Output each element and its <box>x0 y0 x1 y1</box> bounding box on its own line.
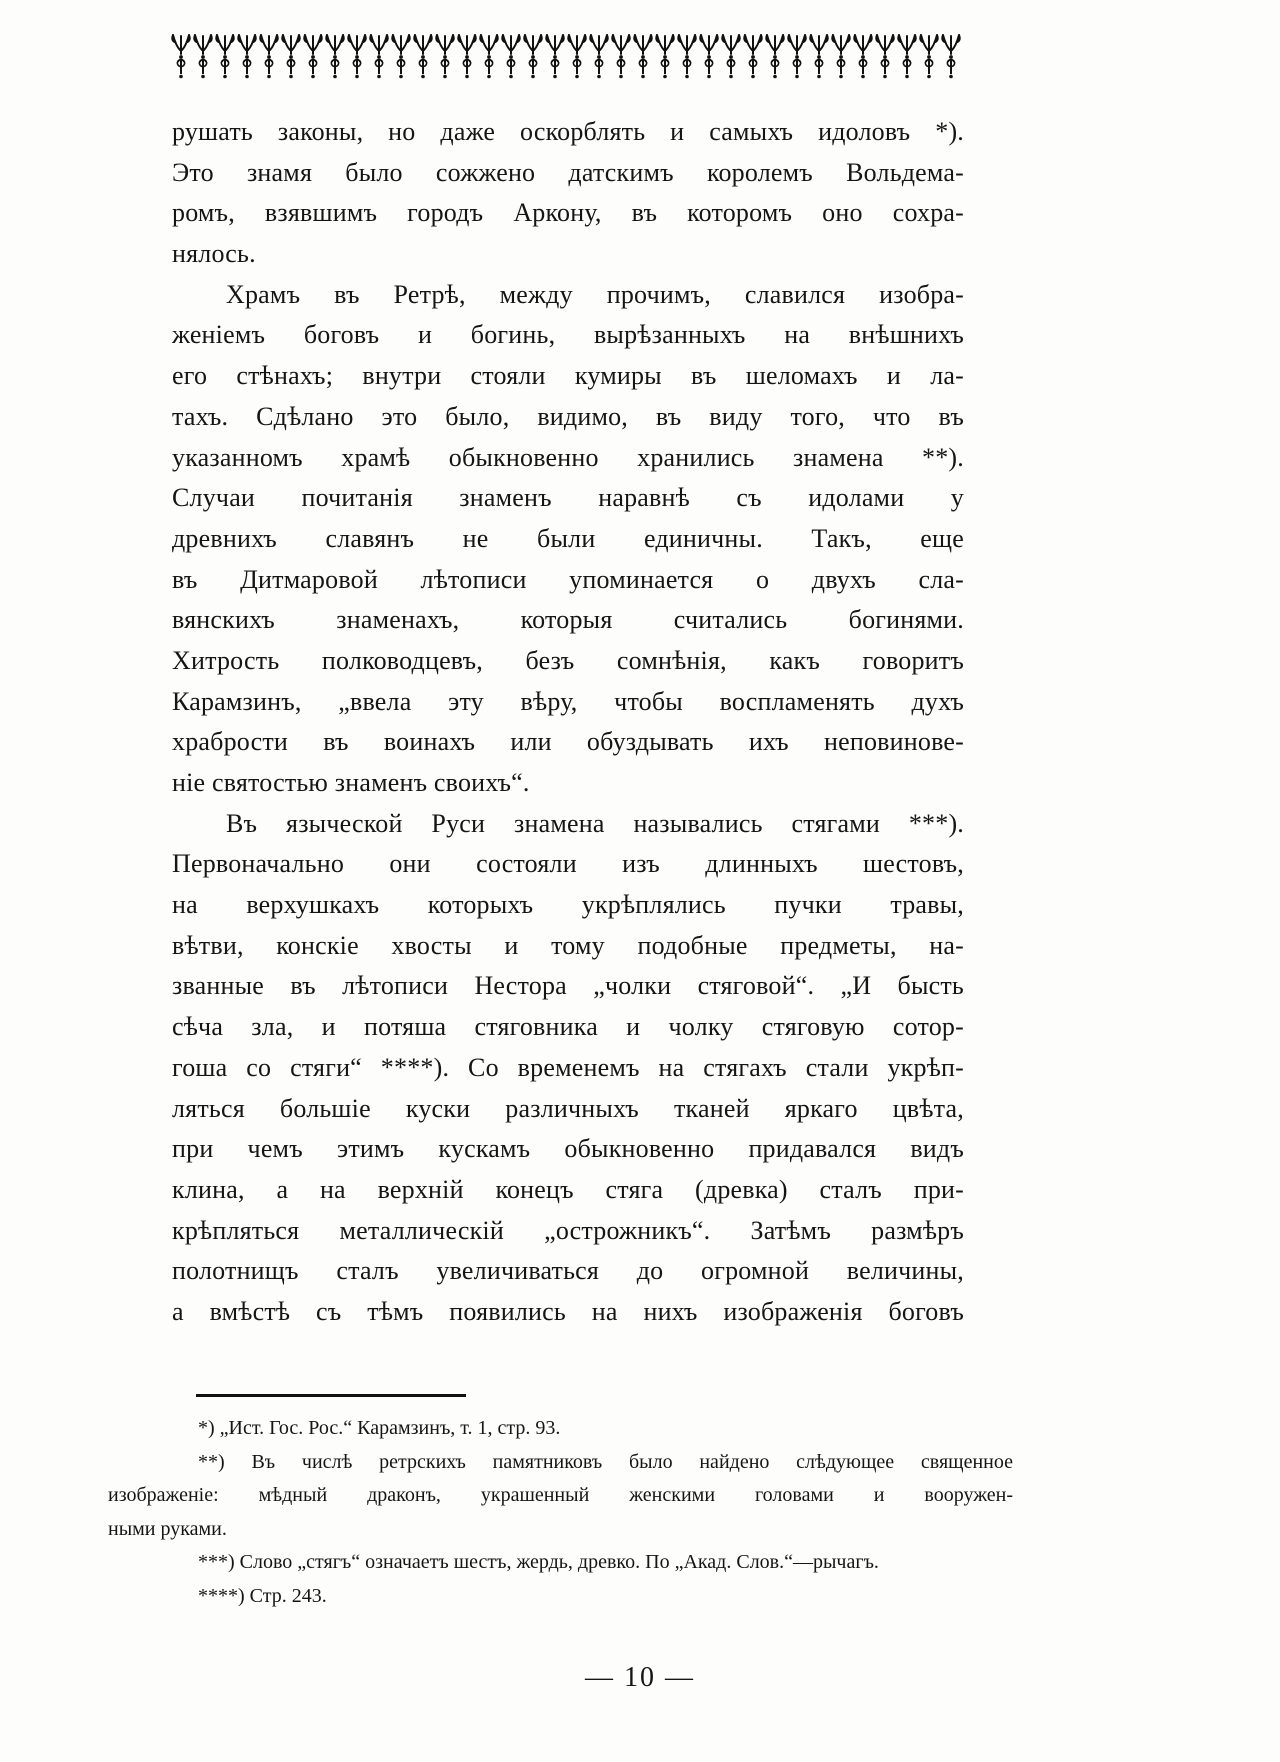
text-line: Случаи почитанія знаменъ наравнѣ съ идолами у <box>172 483 964 513</box>
footnote-marker: ****) <box>198 1584 250 1607</box>
footnote-line: **) Въ числѣ ретрскихъ памятниковъ было найдено слѣдующее священное <box>198 1450 1013 1473</box>
footnote-marker: ***) <box>198 1551 240 1573</box>
footnote-marker: **) <box>198 1450 252 1473</box>
footnote-line: ****) Стр. 243. <box>198 1584 327 1607</box>
footnote-line: изображеніе: мѣдный драконъ, украшенный женскими головами и вооружен- <box>108 1484 1013 1506</box>
text-line: при чемъ этимъ кускамъ обыкновенно придавался видъ <box>172 1134 964 1164</box>
text-line: ромъ, взявшимъ городъ Аркону, въ которомъ оно сохра- <box>172 198 964 228</box>
text-line: Карамзинъ, „ввела эту вѣру, чтобы воспламенять духъ <box>172 686 964 716</box>
text-line: ніе святостью знаменъ своихъ“. <box>172 768 530 797</box>
text-line: древнихъ славянъ не были единичны. Такъ, еще <box>172 523 964 553</box>
ornamental-border-icon <box>170 32 962 82</box>
text-line: Это знамя было сожжено датскимъ королемъ Вольдема- <box>172 157 964 187</box>
text-line: Первоначально они состояли изъ длинныхъ шестовъ, <box>172 849 964 879</box>
footnote-line: ными руками. <box>108 1517 227 1540</box>
text-line: Храмъ въ Ретрѣ, между прочимъ, славился изобра- <box>226 279 964 309</box>
text-line: крѣпляться металлическій „острожникъ“. Затѣмъ размѣръ <box>172 1215 964 1245</box>
footnote-separator <box>196 1394 466 1397</box>
text-line: вѣтви, конскіе хвосты и тому подобные предметы, на- <box>172 930 964 960</box>
text-line: а вмѣстѣ съ тѣмъ появились на нихъ изображенія боговъ <box>172 1296 964 1326</box>
text-line: его стѣнахъ; внутри стояли кумиры въ шеломахъ и ла- <box>172 361 964 391</box>
text-line: на верхушкахъ которыхъ укрѣплялись пучки травы, <box>172 890 964 920</box>
text-line: рушать законы, но даже оскорблять и самыхъ идоловъ *). <box>172 117 964 146</box>
text-line: въ Дитмаровой лѣтописи упоминается о двухъ сла- <box>172 564 964 594</box>
text-line: полотнищъ сталъ увеличиваться до огромной величины, <box>172 1256 964 1286</box>
text-line: нялось. <box>172 239 256 269</box>
text-line: гоша со стяги“ ****). Со временемъ на стягахъ стали укрѣп- <box>172 1052 964 1082</box>
main-text <box>172 112 964 1333</box>
text-line: ляться большіе куски различныхъ тканей яркаго цвѣта, <box>172 1093 964 1123</box>
footnote-marker: *) <box>198 1417 220 1439</box>
text-line: Въ языческой Руси знамена назывались стягами ***). <box>226 808 964 838</box>
text-line: клина, а на верхній конецъ стяга (древка) сталъ при- <box>172 1174 964 1204</box>
text-line: вянскихъ знаменахъ, которыя считались богинями. <box>172 605 964 635</box>
text-line: тахъ. Сдѣлано это было, видимо, въ виду того, что въ <box>172 401 964 431</box>
footnote-line: ***) Слово „стягъ“ означаетъ шестъ, жердь, древко. По „Акад. Слов.“—рычагъ. <box>198 1551 879 1573</box>
text-line: сѣча зла, и потяша стяговника и чолку стяговую сотор- <box>172 1012 964 1042</box>
page-number: — 10 — <box>585 1662 695 1693</box>
text-line: Хитрость полководцевъ, безъ сомнѣнія, какъ говоритъ <box>172 645 964 675</box>
footnote-line: *) „Ист. Гос. Рос.“ Карамзинъ, т. 1, стр. 93. <box>198 1417 561 1439</box>
text-line: указанномъ храмѣ обыкновенно хранились знамена **). <box>172 442 964 472</box>
text-line: храбрости въ воинахъ или обуздывать ихъ неповинове- <box>172 727 964 757</box>
text-line: женіемъ боговъ и богинь, вырѣзанныхъ на внѣшнихъ <box>172 320 964 350</box>
footnotes <box>108 1412 1013 1613</box>
text-line: званные въ лѣтописи Нестора „чолки стяговой“. „И бысть <box>172 971 964 1001</box>
